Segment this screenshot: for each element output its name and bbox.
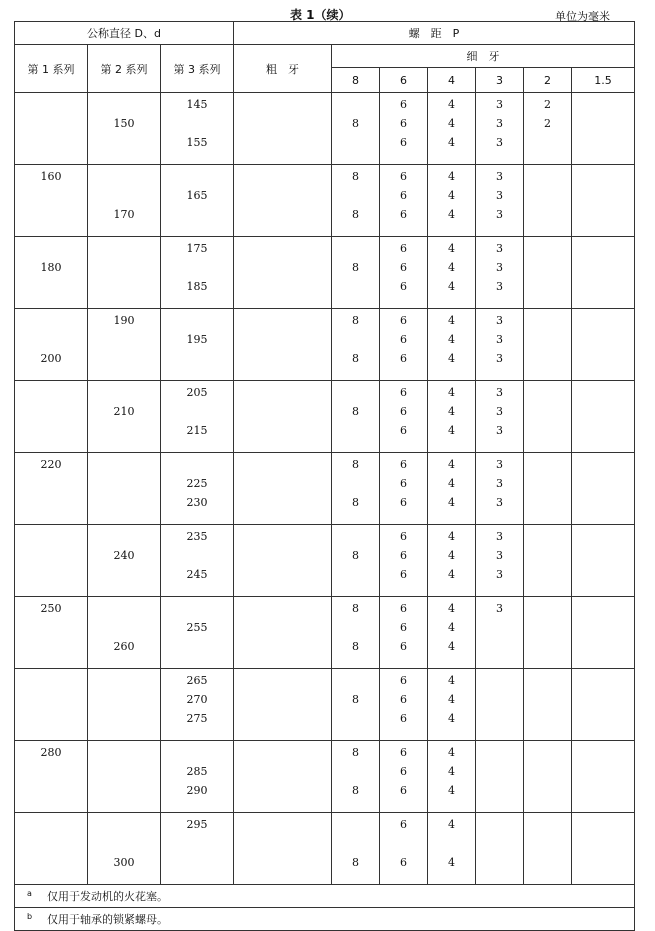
value: 6: [400, 280, 407, 293]
value: 275: [186, 712, 208, 725]
value: 8: [352, 549, 359, 562]
value: 4: [448, 117, 455, 130]
value: 3: [496, 280, 503, 293]
value: 6: [400, 818, 407, 831]
cell-coarse: [234, 237, 332, 309]
cell-series-2: [88, 669, 161, 741]
header-fine-1-5: 1.5: [572, 68, 635, 93]
value: 8: [352, 784, 359, 797]
cell-fine-6: [380, 813, 428, 885]
value: 4: [448, 621, 455, 634]
table-row: [15, 165, 635, 237]
value: 4: [448, 280, 455, 293]
cell-fine-3: [476, 165, 524, 237]
cell-coarse: [234, 381, 332, 453]
value: 4: [448, 208, 455, 221]
value: 6: [400, 621, 407, 634]
value: 4: [448, 496, 455, 509]
cell-coarse: [234, 525, 332, 597]
value: 4: [448, 856, 455, 869]
value: 6: [400, 314, 407, 327]
cell-fine-1-5: [572, 813, 635, 885]
cell-fine-4: [428, 237, 476, 309]
value: 185: [186, 280, 208, 293]
cell-fine-8: [332, 93, 380, 165]
cell-fine-1-5: [572, 381, 635, 453]
value: 225: [186, 477, 208, 490]
value: 4: [448, 674, 455, 687]
cell-fine-6: [380, 597, 428, 669]
header-fine-2: 2: [524, 68, 572, 93]
value: 6: [400, 352, 407, 365]
value: 265: [186, 674, 208, 687]
value: 8: [352, 693, 359, 706]
cell-fine-2: [524, 741, 572, 813]
cell-fine-3: [476, 381, 524, 453]
value: 4: [448, 818, 455, 831]
cell-series-3: [161, 597, 234, 669]
cell-series-3: [161, 165, 234, 237]
table-row: [15, 381, 635, 453]
cell-series-1: [15, 381, 88, 453]
cell-fine-3: [476, 669, 524, 741]
value: 6: [400, 477, 407, 490]
value: 4: [448, 549, 455, 562]
value: 240: [113, 549, 135, 562]
value: 8: [352, 261, 359, 274]
value: 8: [352, 602, 359, 615]
value: 6: [400, 261, 407, 274]
cell-series-3: [161, 741, 234, 813]
table-row: [15, 309, 635, 381]
value: 3: [496, 136, 503, 149]
value: 3: [496, 496, 503, 509]
header-fine-3: 3: [476, 68, 524, 93]
header-fine-6: 6: [380, 68, 428, 93]
cell-coarse: [234, 453, 332, 525]
cell-fine-1-5: [572, 741, 635, 813]
cell-series-1: [15, 93, 88, 165]
cell-fine-1-5: [572, 237, 635, 309]
value: 255: [186, 621, 208, 634]
value: 3: [496, 477, 503, 490]
cell-series-1: [15, 309, 88, 381]
value: 3: [496, 208, 503, 221]
value: 6: [400, 640, 407, 653]
value: 300: [113, 856, 135, 869]
cell-series-2: [88, 741, 161, 813]
value: 6: [400, 496, 407, 509]
cell-coarse: [234, 741, 332, 813]
header-coarse: 粗 牙: [234, 45, 332, 93]
table-caption: 表 1（续）: [290, 8, 351, 22]
header-series-1: 第 1 系列: [15, 45, 88, 93]
value: 6: [400, 549, 407, 562]
cell-fine-8: [332, 813, 380, 885]
cell-series-3: [161, 381, 234, 453]
value: 8: [352, 458, 359, 471]
value: 4: [448, 261, 455, 274]
cell-fine-8: [332, 309, 380, 381]
cell-fine-8: [332, 381, 380, 453]
value: 3: [496, 458, 503, 471]
table-row: [15, 669, 635, 741]
cell-fine-2: [524, 453, 572, 525]
value: 4: [448, 333, 455, 346]
cell-fine-2: [524, 669, 572, 741]
value: 4: [448, 458, 455, 471]
value: 4: [448, 712, 455, 725]
value: 4: [448, 765, 455, 778]
value: 6: [400, 208, 407, 221]
cell-fine-8: [332, 525, 380, 597]
value: 3: [496, 333, 503, 346]
value: 6: [400, 674, 407, 687]
cell-series-1: [15, 669, 88, 741]
value: 245: [186, 568, 208, 581]
value: 6: [400, 856, 407, 869]
cell-fine-1-5: [572, 525, 635, 597]
cell-series-2: [88, 453, 161, 525]
cell-series-1: [15, 741, 88, 813]
header-fine: 细 牙: [332, 45, 635, 68]
cell-fine-2: [524, 237, 572, 309]
cell-fine-6: [380, 669, 428, 741]
cell-fine-2: [524, 165, 572, 237]
cell-series-1: [15, 453, 88, 525]
value: 285: [186, 765, 208, 778]
cell-series-2: [88, 309, 161, 381]
value: 3: [496, 352, 503, 365]
cell-series-3: [161, 813, 234, 885]
value: 6: [400, 765, 407, 778]
cell-fine-2: [524, 597, 572, 669]
header-fine-4: 4: [428, 68, 476, 93]
table-row: [15, 93, 635, 165]
value: 2: [544, 117, 551, 130]
value: 170: [113, 208, 135, 221]
value: 205: [186, 386, 208, 399]
cell-fine-1-5: [572, 669, 635, 741]
value: 6: [400, 530, 407, 543]
value: 3: [496, 602, 503, 615]
value: 6: [400, 568, 407, 581]
thread-pitch-table: [14, 21, 635, 931]
value: 4: [448, 189, 455, 202]
value: 3: [496, 530, 503, 543]
value: 190: [113, 314, 135, 327]
value: 150: [113, 117, 135, 130]
cell-fine-6: [380, 165, 428, 237]
value: 6: [400, 117, 407, 130]
value: 235: [186, 530, 208, 543]
value: 4: [448, 424, 455, 437]
value: 6: [400, 712, 407, 725]
value: 3: [496, 117, 503, 130]
cell-fine-6: [380, 381, 428, 453]
value: 4: [448, 242, 455, 255]
cell-fine-4: [428, 525, 476, 597]
table-row: [15, 453, 635, 525]
cell-fine-6: [380, 741, 428, 813]
cell-fine-3: [476, 93, 524, 165]
value: 8: [352, 117, 359, 130]
value: 250: [40, 602, 62, 615]
cell-series-2: [88, 597, 161, 669]
cell-coarse: [234, 597, 332, 669]
value: 3: [496, 98, 503, 111]
cell-fine-4: [428, 381, 476, 453]
cell-series-2: [88, 813, 161, 885]
cell-series-2: [88, 165, 161, 237]
value: 215: [186, 424, 208, 437]
value: 6: [400, 693, 407, 706]
cell-fine-1-5: [572, 453, 635, 525]
header-fine-8: 8: [332, 68, 380, 93]
value: 4: [448, 405, 455, 418]
table-row: [15, 813, 635, 885]
value: 6: [400, 602, 407, 615]
cell-series-1: [15, 237, 88, 309]
value: 4: [448, 746, 455, 759]
cell-fine-8: [332, 741, 380, 813]
table-body: [15, 93, 635, 885]
cell-fine-6: [380, 309, 428, 381]
cell-series-3: [161, 525, 234, 597]
cell-fine-3: [476, 597, 524, 669]
value: 8: [352, 170, 359, 183]
cell-fine-4: [428, 309, 476, 381]
cell-series-2: [88, 525, 161, 597]
value: 3: [496, 261, 503, 274]
value: 280: [40, 746, 62, 759]
value: 4: [448, 136, 455, 149]
value: 6: [400, 405, 407, 418]
value: 220: [40, 458, 62, 471]
header-nominal-diameter: 公称直径 D、d: [15, 22, 234, 45]
cell-fine-4: [428, 93, 476, 165]
cell-fine-2: [524, 525, 572, 597]
value: 210: [113, 405, 135, 418]
cell-coarse: [234, 309, 332, 381]
value: 6: [400, 746, 407, 759]
value: 3: [496, 424, 503, 437]
value: 3: [496, 170, 503, 183]
footnote-b: [15, 908, 635, 931]
cell-series-3: [161, 669, 234, 741]
cell-fine-4: [428, 741, 476, 813]
value: 8: [352, 405, 359, 418]
footnote-mark: b: [27, 912, 33, 921]
footnote-text: 仅用于发动机的火花塞。: [47, 890, 168, 903]
value: 6: [400, 784, 407, 797]
value: 8: [352, 352, 359, 365]
value: 3: [496, 568, 503, 581]
value: 6: [400, 189, 407, 202]
value: 6: [400, 386, 407, 399]
value: 6: [400, 98, 407, 111]
value: 2: [544, 98, 551, 111]
cell-fine-6: [380, 525, 428, 597]
value: 230: [186, 496, 208, 509]
value: 195: [186, 333, 208, 346]
cell-fine-4: [428, 813, 476, 885]
cell-series-1: [15, 165, 88, 237]
value: 8: [352, 746, 359, 759]
cell-fine-4: [428, 165, 476, 237]
value: 4: [448, 98, 455, 111]
table-row: [15, 525, 635, 597]
cell-fine-2: [524, 813, 572, 885]
cell-fine-8: [332, 237, 380, 309]
cell-series-3: [161, 237, 234, 309]
value: 4: [448, 352, 455, 365]
value: 4: [448, 640, 455, 653]
cell-fine-8: [332, 669, 380, 741]
cell-series-1: [15, 813, 88, 885]
cell-fine-1-5: [572, 597, 635, 669]
value: 6: [400, 242, 407, 255]
value: 175: [186, 242, 208, 255]
footnote-text: 仅用于轴承的锁紧螺母。: [47, 913, 168, 926]
value: 3: [496, 405, 503, 418]
cell-coarse: [234, 669, 332, 741]
value: 3: [496, 314, 503, 327]
cell-fine-2: [524, 309, 572, 381]
value: 6: [400, 424, 407, 437]
cell-fine-1-5: [572, 165, 635, 237]
table-row: [15, 237, 635, 309]
cell-fine-8: [332, 597, 380, 669]
header-series-2: 第 2 系列: [88, 45, 161, 93]
value: 165: [186, 189, 208, 202]
cell-coarse: [234, 93, 332, 165]
footnote-a: [15, 885, 635, 908]
value: 4: [448, 784, 455, 797]
cell-fine-6: [380, 453, 428, 525]
value: 8: [352, 496, 359, 509]
cell-fine-3: [476, 237, 524, 309]
cell-series-1: [15, 525, 88, 597]
value: 155: [186, 136, 208, 149]
cell-fine-2: [524, 381, 572, 453]
value: 4: [448, 693, 455, 706]
cell-fine-4: [428, 453, 476, 525]
cell-fine-4: [428, 597, 476, 669]
value: 295: [186, 818, 208, 831]
value: 4: [448, 314, 455, 327]
value: 4: [448, 602, 455, 615]
value: 4: [448, 170, 455, 183]
value: 8: [352, 314, 359, 327]
cell-fine-8: [332, 453, 380, 525]
cell-fine-3: [476, 453, 524, 525]
value: 3: [496, 549, 503, 562]
cell-coarse: [234, 813, 332, 885]
value: 200: [40, 352, 62, 365]
cell-fine-3: [476, 525, 524, 597]
cell-series-3: [161, 309, 234, 381]
cell-series-2: [88, 93, 161, 165]
footnote-mark: a: [27, 889, 32, 898]
value: 290: [186, 784, 208, 797]
value: 260: [113, 640, 135, 653]
table-row: [15, 741, 635, 813]
value: 6: [400, 136, 407, 149]
value: 8: [352, 856, 359, 869]
value: 3: [496, 242, 503, 255]
cell-fine-3: [476, 309, 524, 381]
value: 270: [186, 693, 208, 706]
value: 6: [400, 458, 407, 471]
unit-label: 单位为毫米: [555, 10, 610, 23]
cell-fine-8: [332, 165, 380, 237]
value: 180: [40, 261, 62, 274]
cell-fine-4: [428, 669, 476, 741]
cell-series-3: [161, 93, 234, 165]
value: 3: [496, 189, 503, 202]
cell-fine-1-5: [572, 93, 635, 165]
table-row: [15, 597, 635, 669]
cell-series-1: [15, 597, 88, 669]
cell-fine-6: [380, 237, 428, 309]
value: 4: [448, 568, 455, 581]
value: 8: [352, 640, 359, 653]
value: 160: [40, 170, 62, 183]
cell-fine-3: [476, 741, 524, 813]
value: 3: [496, 386, 503, 399]
cell-fine-1-5: [572, 309, 635, 381]
value: 4: [448, 530, 455, 543]
value: 6: [400, 333, 407, 346]
value: 4: [448, 386, 455, 399]
value: 8: [352, 208, 359, 221]
cell-fine-6: [380, 93, 428, 165]
cell-series-2: [88, 237, 161, 309]
value: 4: [448, 477, 455, 490]
header-pitch: 螺 距 P: [234, 22, 635, 45]
cell-series-3: [161, 453, 234, 525]
header-series-3: 第 3 系列: [161, 45, 234, 93]
cell-fine-2: [524, 93, 572, 165]
value: 6: [400, 170, 407, 183]
cell-fine-3: [476, 813, 524, 885]
value: 145: [186, 98, 208, 111]
cell-series-2: [88, 381, 161, 453]
cell-coarse: [234, 165, 332, 237]
